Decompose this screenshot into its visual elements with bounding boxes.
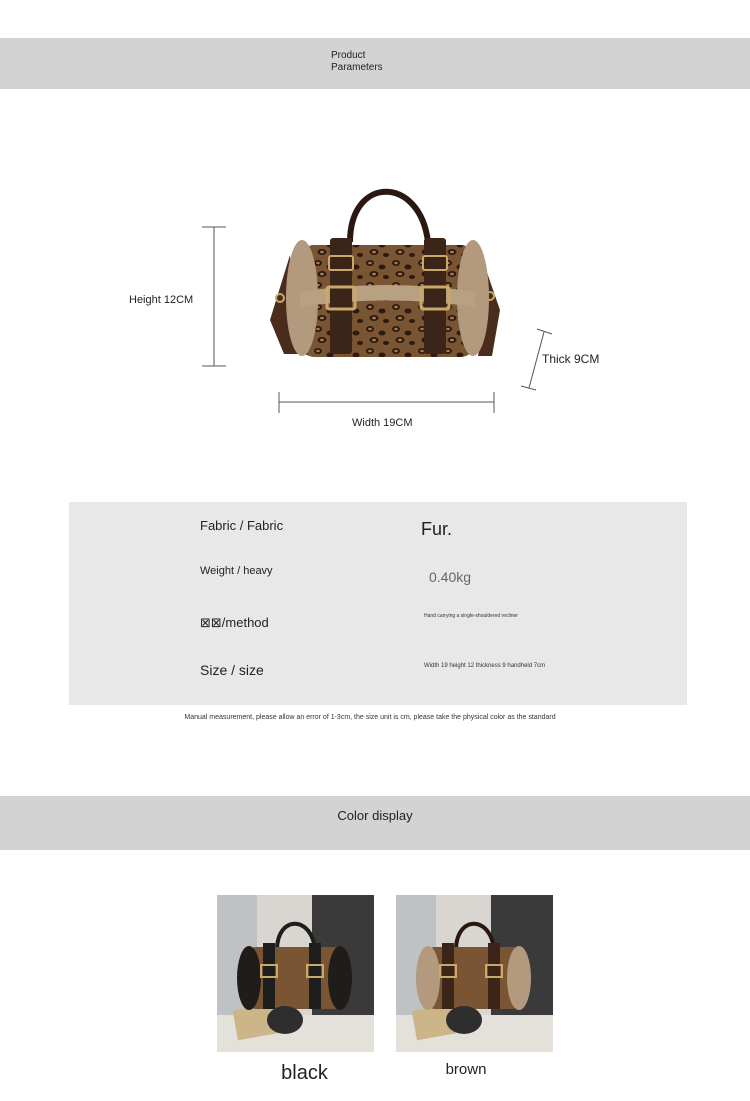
brown-bag-image [396,895,553,1052]
param-label-fabric: Fabric / Fabric [200,518,284,533]
param-value-size: Width 19 height 12 thickness 9 handheld 7cm [424,663,546,669]
parameters-panel [69,502,687,705]
section-title-parameters: Product Parameters [331,50,383,73]
width-label: Width 19CM [352,417,413,429]
param-value-method: Hand carrying a single-shouldered recliner [424,613,518,619]
color-caption-brown: brown [445,1061,487,1078]
section-title-color-display: Color display [337,808,413,823]
color-option-brown[interactable] [396,895,553,1052]
param-label-method: ⊠⊠/method [200,615,269,630]
param-label-weight: Weight / heavy [200,565,273,577]
bag-handle [350,192,428,242]
param-value-fabric: Fur. [421,519,453,539]
color-option-black[interactable] [217,895,374,1052]
param-label-size: Size / size [200,662,264,678]
color-caption-black: black [281,1062,328,1084]
measurement-note: Manual measurement, please allow an error of 1-3cm, the size unit is cm, please take the physical color as the standard [184,714,556,721]
black-bag-image [217,895,374,1052]
product-dimension-diagram [0,170,750,440]
thick-label: Thick 9CM [542,352,600,366]
param-value-weight: 0.40kg [429,569,472,585]
height-label: Height 12CM [129,294,194,306]
